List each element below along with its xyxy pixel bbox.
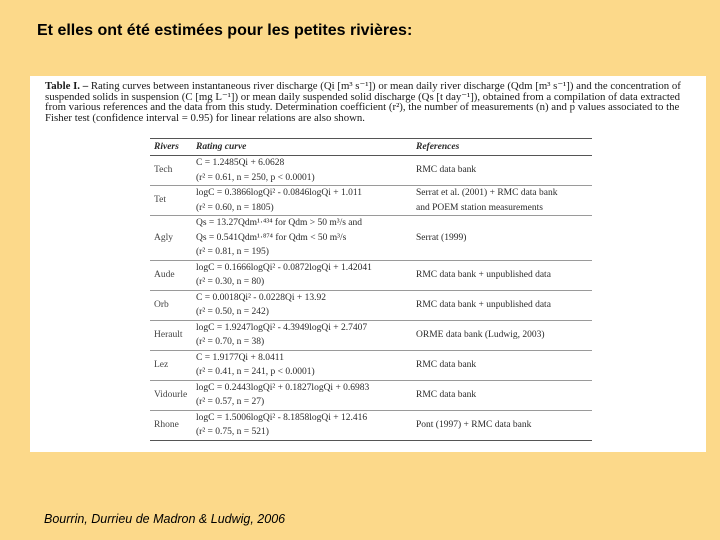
river-name: Lez [150, 350, 192, 380]
table-caption [45, 81, 700, 123]
table-row [150, 320, 592, 350]
reference-line: RMC data bank [416, 165, 477, 176]
rating-curve-cell [192, 350, 412, 380]
river-name: Rhone [150, 410, 192, 440]
river-name: Aude [150, 260, 192, 290]
table-row [150, 156, 592, 186]
caption-lead: Table I. – [45, 80, 89, 92]
rating-curve-line: (r² = 0.30, n = 80) [196, 277, 265, 287]
rating-curve-line: (r² = 0.60, n = 1805) [196, 202, 274, 213]
table-row [150, 350, 592, 380]
river-name: Herault [150, 320, 192, 350]
rating-curve-cell [192, 216, 412, 261]
rating-curve-line: (r² = 0.50, n = 242) [196, 307, 269, 317]
rating-curve-line: logC = 1.9247logQi² - 4.3949logQi + 2.7407 [196, 322, 368, 333]
rating-curve-cell [192, 380, 412, 410]
reference-line: RMC data bank [416, 389, 477, 400]
header-rivers: Rivers [150, 139, 192, 156]
rating-curve-line: logC = 0.2443logQi² + 0.1827logQi + 0.6983 [196, 382, 370, 393]
rating-curve-line: logC = 0.1666logQi² - 0.0872logQi + 1.42041 [196, 262, 372, 273]
rating-curve-line: (r² = 0.70, n = 38) [196, 337, 265, 347]
source-citation: Bourrin, Durrieu de Madron & Ludwig, 2006 [44, 512, 286, 526]
reference-cell [412, 216, 592, 261]
reference-line: ORME data bank (Ludwig, 2003) [416, 329, 545, 340]
rating-curve-line: (r² = 0.61, n = 250, p < 0.0001) [196, 172, 315, 183]
rating-curve-line: (r² = 0.57, n = 27) [196, 397, 265, 407]
reference-line: and POEM station measurements [416, 202, 543, 213]
table-row [150, 410, 592, 440]
header-rating-curve: Rating curve [192, 139, 412, 156]
reference-cell [412, 290, 592, 320]
rating-curve-cell [192, 260, 412, 290]
rating-curve-cell [192, 290, 412, 320]
table-row [150, 290, 592, 320]
reference-cell [412, 156, 592, 186]
reference-cell [412, 260, 592, 290]
river-name: Agly [150, 216, 192, 261]
river-name: Tech [150, 156, 192, 186]
rating-curves-table [150, 138, 592, 441]
river-name: Tet [150, 186, 192, 216]
document-image [30, 76, 706, 452]
rating-curve-line: Qs = 0.541Qdm¹·⁸⁷⁴ for Qdm < 50 m³/s [196, 232, 347, 243]
river-name: Orb [150, 290, 192, 320]
reference-cell [412, 380, 592, 410]
slide-title: Et elles ont été estimées pour les petites rivières: [37, 22, 413, 39]
rating-curve-line: (r² = 0.81, n = 195) [196, 247, 269, 257]
rating-curve-line: logC = 0.3866logQi² - 0.0846logQi + 1.011 [196, 188, 363, 198]
rating-curve-cell [192, 410, 412, 440]
rating-curve-line: (r² = 0.75, n = 521) [196, 427, 269, 437]
reference-cell [412, 186, 592, 216]
reference-line: RMC data bank + unpublished data [416, 299, 551, 310]
reference-cell [412, 410, 592, 440]
rating-curve-line: C = 1.9177Qi + 8.0411 [196, 352, 284, 363]
rating-curve-cell [192, 186, 412, 216]
table-row [150, 186, 592, 216]
rating-curve-line: C = 0.0018Qi² - 0.0228Qi + 13.92 [196, 292, 326, 303]
table-body [150, 156, 592, 441]
reference-line: Serrat (1999) [416, 232, 467, 243]
table-row [150, 380, 592, 410]
reference-cell [412, 350, 592, 380]
header-references: References [412, 139, 592, 156]
reference-line: RMC data bank [416, 359, 477, 370]
table-row [150, 216, 592, 261]
rating-curve-cell [192, 320, 412, 350]
reference-line: Pont (1997) + RMC data bank [416, 419, 532, 430]
table-row [150, 260, 592, 290]
caption-text: Rating curves between instantaneous river discharge (Qi [m³ s⁻¹]) or mean daily river discharge (Qdm [m³ s⁻¹]) and the concentration of suspended solids in suspension (C [mg L⁻¹]) or mean daily suspended solid discharge (Qs [t day⁻¹]), obtained from a compilation of data extracted from various references and the data from this study. Determination coefficient (r²), the number of measurements (n) and p values associated to the Fisher test (confidence interval = 0.95) for linear relations are also shown. [45, 80, 681, 124]
rating-curve-line: C = 1.2485Qi + 6.0628 [196, 158, 285, 168]
reference-cell [412, 320, 592, 350]
rating-curve-line: (r² = 0.41, n = 241, p < 0.0001) [196, 367, 315, 377]
rating-curve-line: logC = 1.5006logQi² - 8.1858logQi + 12.416 [196, 412, 368, 423]
reference-line: Serrat et al. (2001) + RMC data bank [416, 188, 558, 198]
rating-curve-cell [192, 156, 412, 186]
river-name: Vidourle [150, 380, 192, 410]
reference-line: RMC data bank + unpublished data [416, 269, 551, 280]
rating-curve-line: Qs = 13.27Qdm¹·⁴³⁴ for Qdm > 50 m³/s and [196, 218, 362, 228]
table-header-row [150, 139, 592, 156]
